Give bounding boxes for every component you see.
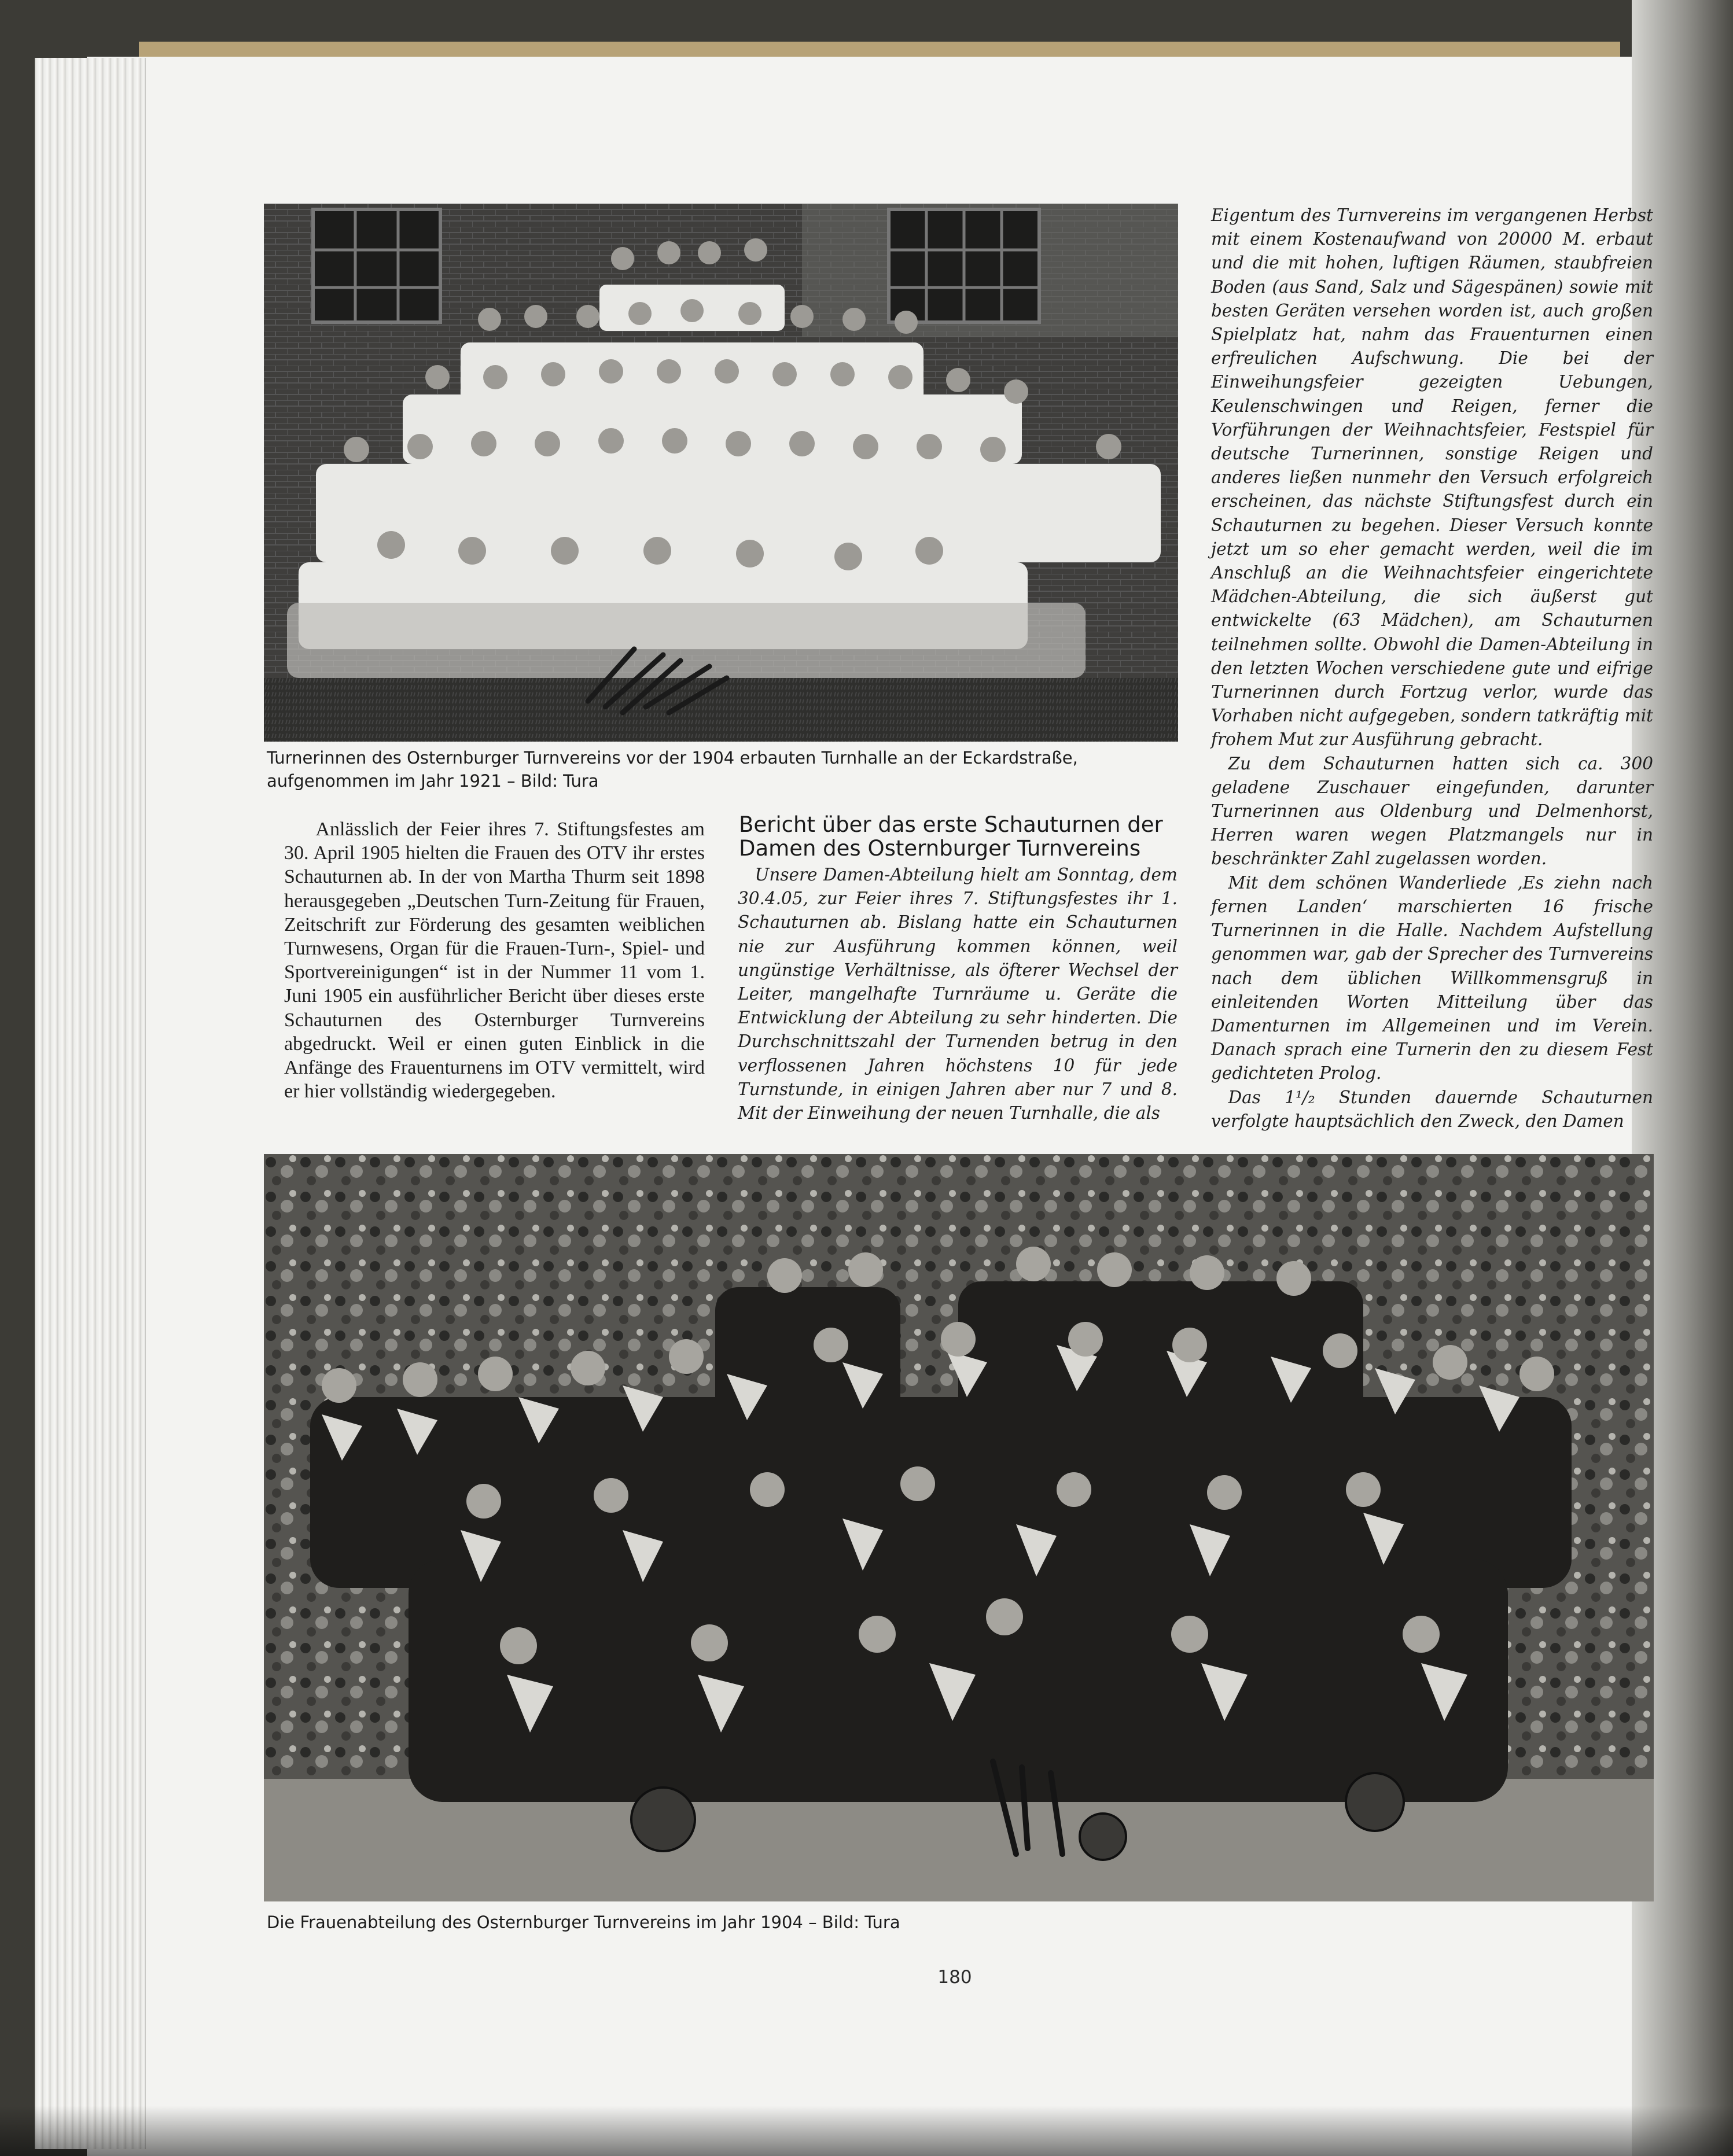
photo-caption-top: Turnerinnen des Osternburger Turnvereins vor der 1904 erbauten Turnhalle an der Eckardstraße, aufgenommen im Jahr 1921 – Bild: Tura [267, 748, 1078, 791]
photo-caption-bottom: Die Frauenabteilung des Osternburger Turnvereins im Jahr 1904 – Bild: Tura [267, 1912, 900, 1932]
report-paragraph-4: Das 1¹/₂ Stunden dauernde Schauturnen verfolgte hauptsächlich den Zweck, den Damen [1211, 1087, 1653, 1131]
intro-paragraph: Anlässlich der Feier ihres 7. Stiftungsfestes am 30. April 1905 hielten die Frauen des OTV ihr erstes Schauturnen ab. In der von Martha Thurm seit 1898 herausgegeben „Deutschen Turn-Zeitung für Frauen, Zeitschrift zur Förderung des gesamten weiblichen Turnwesens, Organ für die Frauen-Turn-, Spiel- und Sportvereinigungen“ ist in der Nummer 11 vom 1. Juni 1905 ein ausführlicher Bericht über dieses erste Schauturnen des Osternburger Turnvereins abgedruckt. Weil er einen guten Einblick in die Anfänge des Frauenturnens im OTV vermittelt, wird er hier vollständig wiedergegeben. [284, 819, 705, 1103]
page-number: 180 [937, 1967, 972, 1988]
report-paragraph-1: Unsere Damen-Abteilung hielt am Sonntag, dem 30.4.05, zur Feier ihres 7. Stiftungsfestes ihr 1. Schauturnen ab. Bislang hatte ein Schauturnen nie zur Ausführung kommen können, weil ungünstige Verhältnisse, als öfterer Wechsel der Leiter, mangelhafte Turnräume u. Geräte die Entwicklung der Abteilung zu sehr hinderten. Die Durchschnittszahl der Turnenden betrug in den verflossenen Jahren höchstens 10 für jede Turnstunde, in einigen Jahren aber nur 7 und 8. Mit der Einweihung der neuen Turnhalle, die als [738, 865, 1178, 1123]
report-paragraph-3: Mit dem schönen Wanderliede ‚Es ziehn nach fernen Landen‘ marschierten 16 frische Turnerinnen in die Halle. Nachdem Aufstellung genommen war, gab der Sprecher des Turnvereins nach dem üblichen Willkommensgruß in einleitenden Worten Mitteilung über das Damenturnen im Allgemeinen und im Verein. Danach sprach eine Turnerin den zu diesem Fest gedichteten Prolog. [1211, 872, 1653, 1083]
report-column-continued [1211, 204, 1653, 1133]
report-paragraph-1-continued: Eigentum des Turnvereins im vergangenen Herbst mit einem Kostenaufwand von 20000 M. erbaut und die mit hohen, luftigen Räumen, staubfreien Boden (aus Sand, Salz und Sägespänen) sowie mit besten Geräten versehen worden ist, auch großen Spielplatz hat, nahm das Frauenturnen einen erfreulichen Aufschwung. Die bei der Einweihungsfeier gezeigten Uebungen, Keulenschwingen und Reigen, ferner die Vorführungen der Weihnachtsfeier, Festspiel für deutsche Turnerinnen, sonstige Reigen und anderes ließen nunmehr den Versuch erfolgreich erscheinen, das nächste Stiftungsfest durch ein Schauturnen zu begehen. Dieser Versuch konnte jetzt um so eher gemacht werden, weil die im Anschluß an die Weihnachtsfeier eingerichtete Mädchen-Abteilung, die sich äußerst gut entwickelte (63 Mädchen), am Schauturnen teilnehmen sollte. Obwohl die Damen-Abteilung in den letzten Wochen verschiedene gute und eifrige Turnerinnen durch Fortzug verlor, wurde das Vorhaben nicht aufgegeben, sondern tatkräftig mit frohem Mut zur Ausführung gebracht. [1211, 205, 1653, 750]
report-heading: Bericht über das erste Schauturnen der Damen des Osternburger Turnvereins [739, 812, 1163, 861]
report-paragraph-2: Zu dem Schauturnen hatten sich ca. 300 geladene Zuschauer eingefunden, darunter Turnerinnen aus Oldenburg und Delmenhorst, Herren waren wegen Platzmangels nur in beschränkter Zahl zugelassen worden. [1211, 753, 1653, 869]
photo-turnerinnen-1921 [264, 204, 1178, 742]
page-edges [35, 58, 146, 2149]
photo-frauenabteilung-1904 [264, 1154, 1654, 1901]
bottom-shadow [0, 2106, 1733, 2156]
